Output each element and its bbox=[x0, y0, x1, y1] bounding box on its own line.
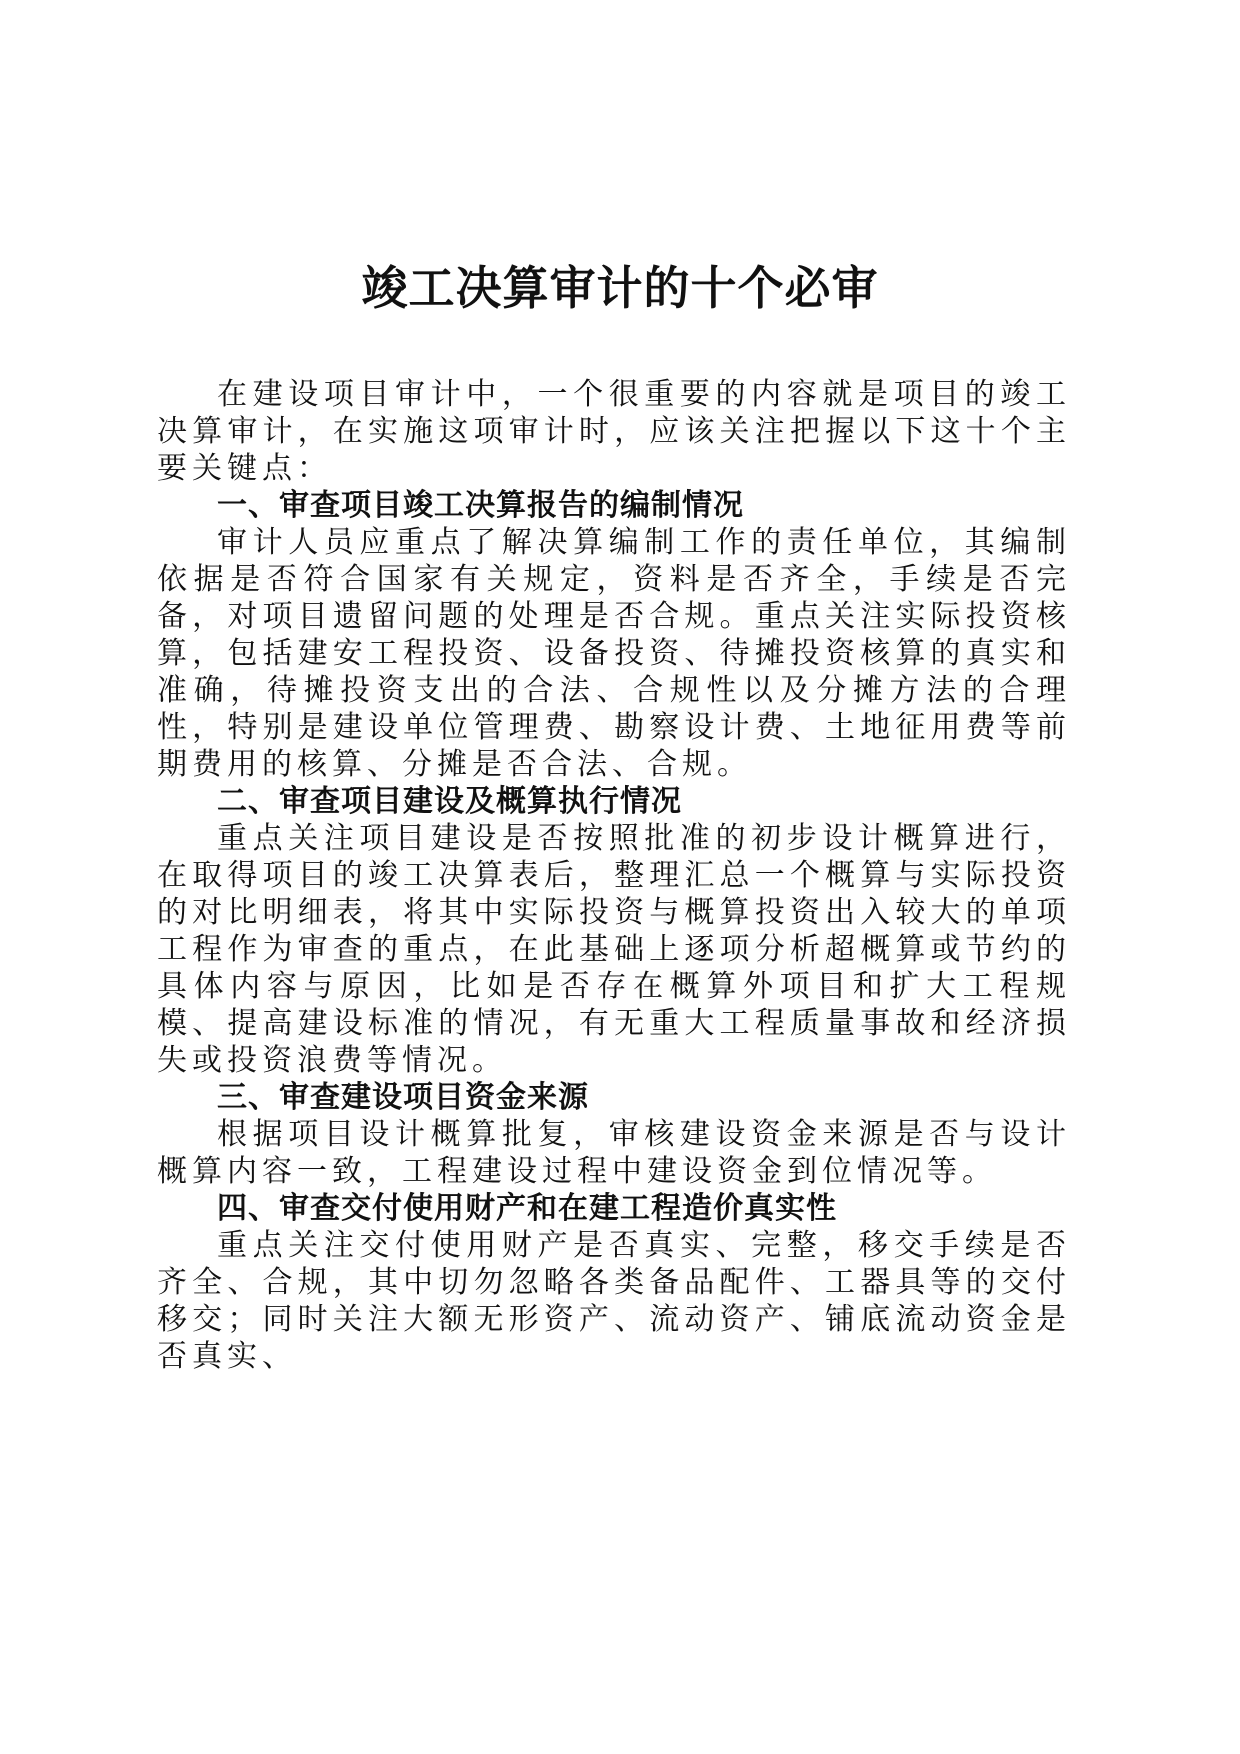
section-body-3: 根据项目设计概算批复，审核建设资金来源是否与设计概算内容一致，工程建设过程中建设资金到位情况等。 bbox=[157, 1117, 1071, 1189]
section-body-4: 重点关注交付使用财产是否真实、完整，移交手续是否齐全、合规，其中切勿忽略各类备品配件、工器具等的交付移交；同时关注大额无形资产、流动资产、铺底流动资金是否真实、 bbox=[157, 1228, 1071, 1374]
section-heading-4: 四、审查交付使用财产和在建工程造价真实性 bbox=[217, 1191, 837, 1226]
section-body-1: 审计人员应重点了解决算编制工作的责任单位，其编制依据是否符合国家有关规定，资料是否齐全，手续是否完备，对项目遗留问题的处理是否合规。重点关注实际投资核算，包括建安工程投资、设备投资、待摊投资核算的真实和准确，待摊投资支出的合法、合规性以及分摊方法的合理性，特别是建设单位管理费、勘察设计费、土地征用费等前期费用的核算、分摊是否合法、合规。 bbox=[157, 525, 1071, 782]
section-heading-1: 一、审查项目竣工决算报告的编制情况 bbox=[217, 488, 744, 523]
section-body-2: 重点关注项目建设是否按照批准的初步设计概算进行，在取得项目的竣工决算表后，整理汇总一个概算与实际投资的对比明细表，将其中实际投资与概算投资出入较大的单项工程作为审查的重点，在此基础上逐项分析超概算或节约的具体内容与原因，比如是否存在概算外项目和扩大工程规模、提高建设标准的情况，有无重大工程质量事故和经济损失或投资浪费等情况。 bbox=[157, 821, 1071, 1078]
section-heading-2: 二、审查项目建设及概算执行情况 bbox=[217, 784, 682, 819]
section-heading-3: 三、审查建设项目资金来源 bbox=[217, 1080, 589, 1115]
document-title: 竣工决算审计的十个必审 bbox=[361, 261, 879, 315]
document-body bbox=[157, 376, 1071, 1375]
intro-paragraph: 在建设项目审计中，一个很重要的内容就是项目的竣工决算审计，在实施这项审计时，应该关注把握以下这十个主要关键点： bbox=[157, 377, 1071, 486]
